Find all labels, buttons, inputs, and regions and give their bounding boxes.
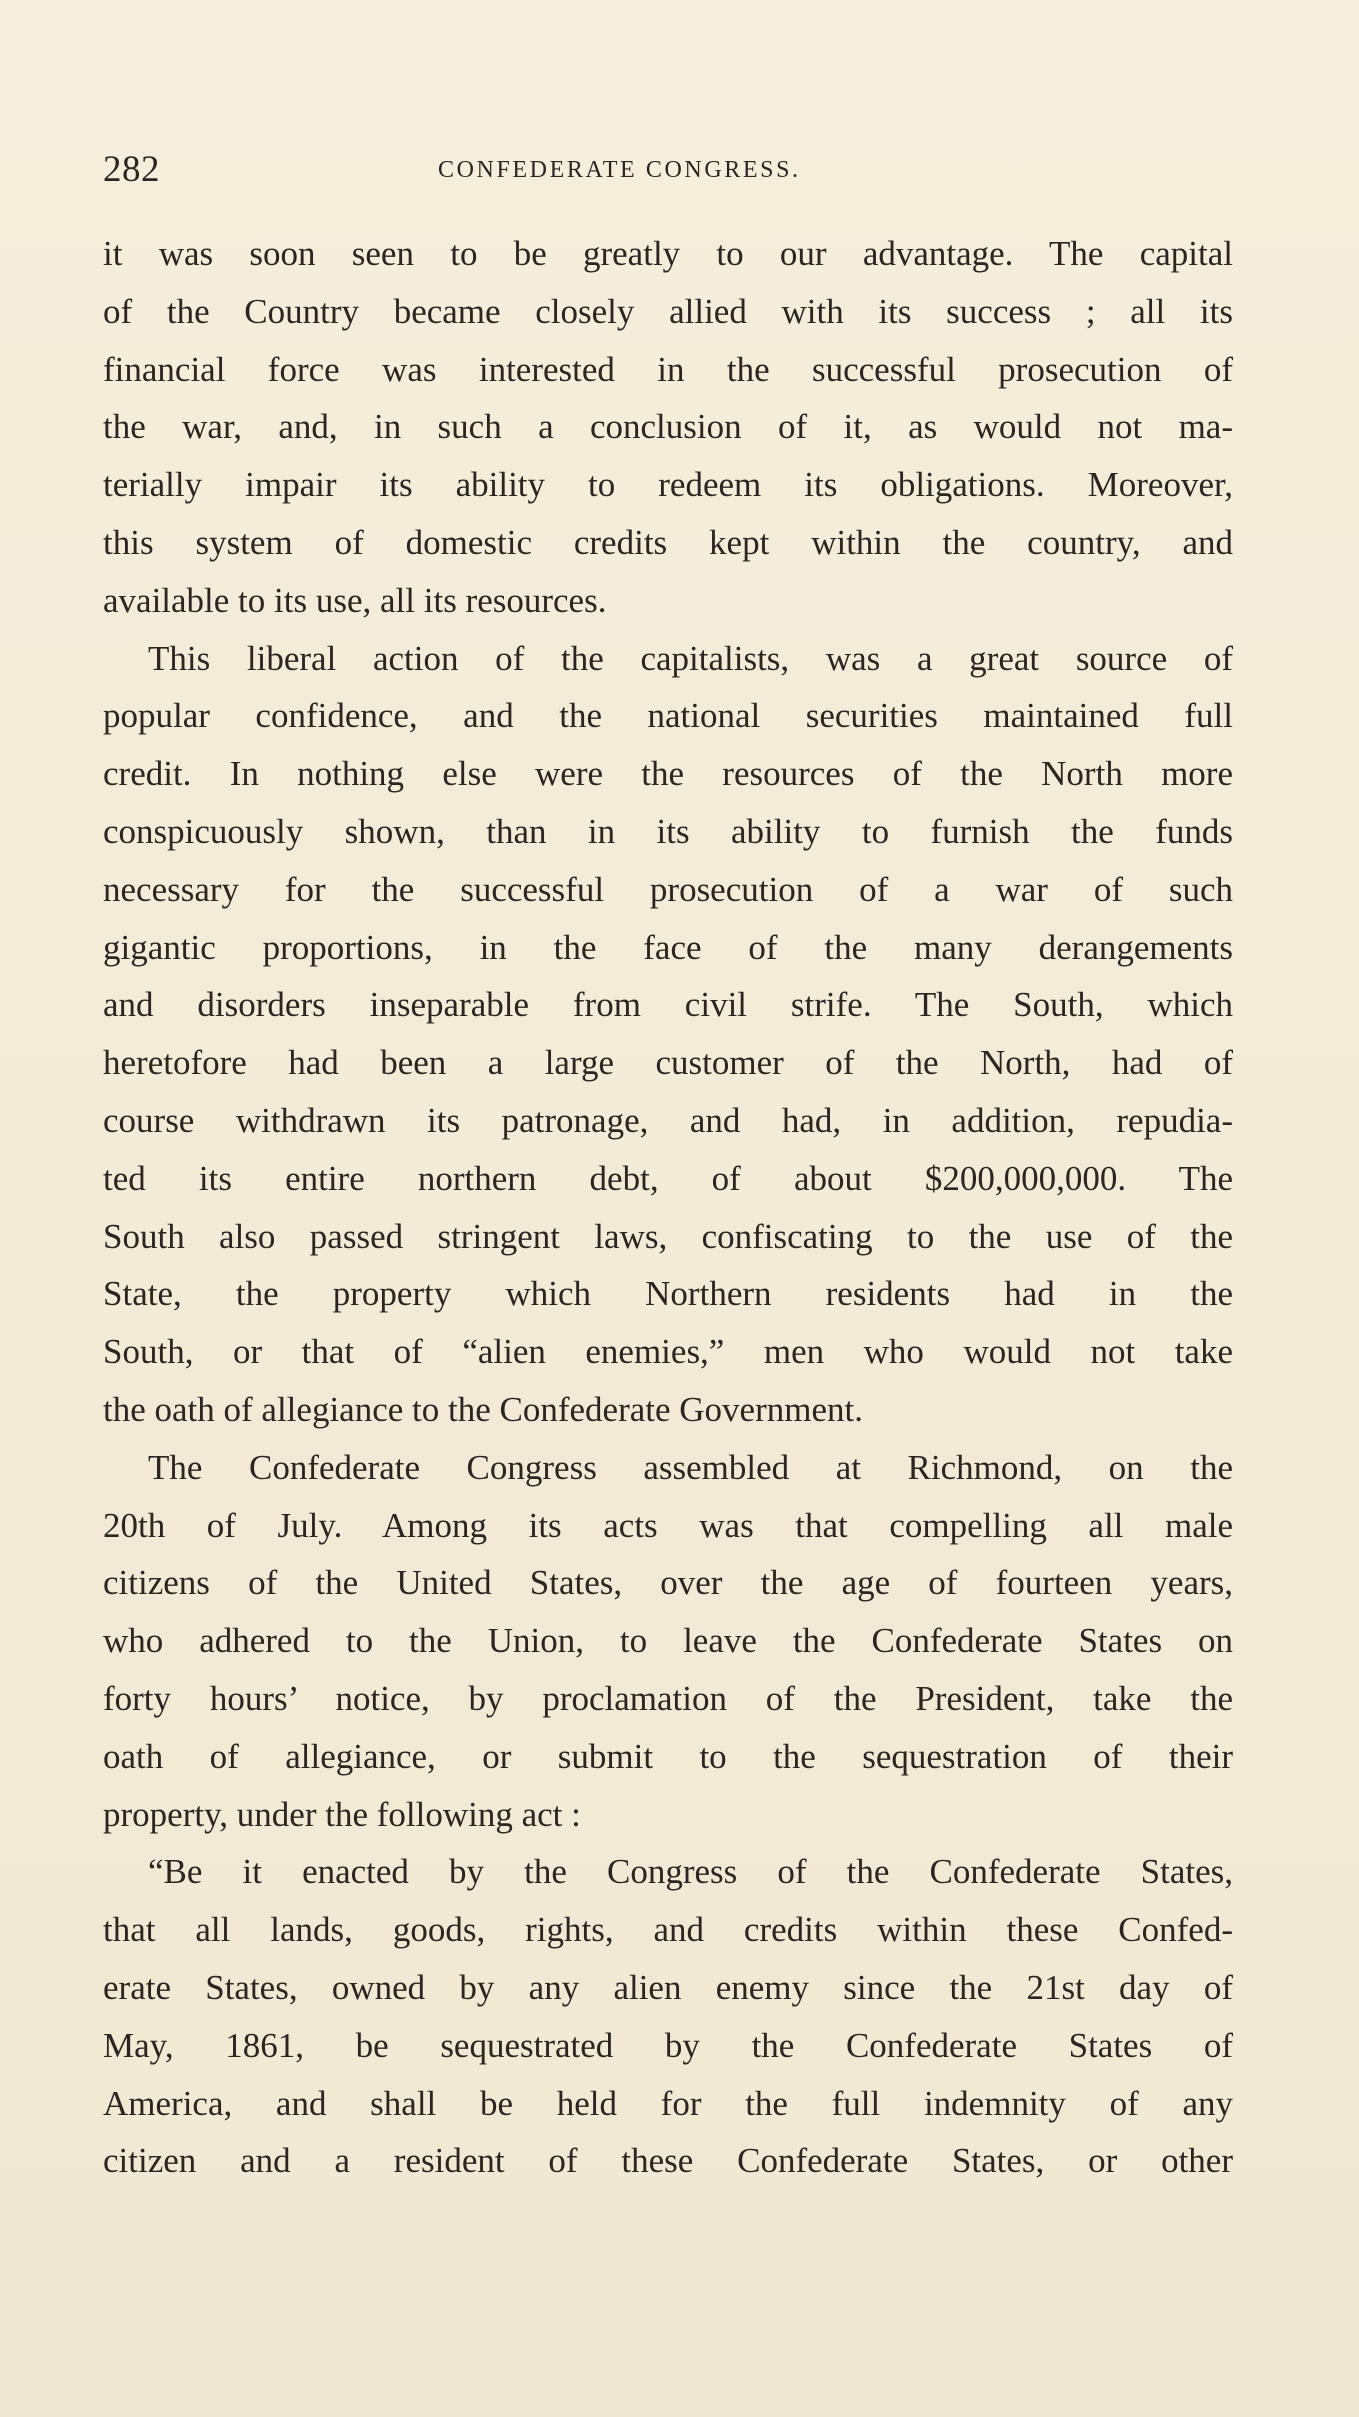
running-head: CONFEDERATE CONGRESS.	[438, 157, 801, 183]
text-line: credit. In nothing else were the resources of the North more	[103, 754, 1233, 794]
paragraph-2	[103, 630, 1233, 1439]
text-line: This liberal action of the capitalists, was a great source of	[148, 638, 1233, 678]
text-line: the oath of allegiance to the Confederate Government.	[103, 1389, 863, 1429]
text-line: citizens of the United States, over the age of fourteen years,	[103, 1563, 1233, 1603]
text-line: erate States, owned by any alien enemy since the 21st day of	[103, 1967, 1233, 2007]
text-line: available to its use, all its resources.	[103, 580, 607, 620]
page-header	[103, 150, 1238, 194]
text-line: conspicuously shown, than in its ability to furnish the funds	[103, 811, 1233, 851]
text-line: popular confidence, and the national securities maintained full	[103, 696, 1233, 736]
text-line: of the Country became closely allied with its success ; all its	[103, 291, 1233, 331]
text-line: forty hours’ notice, by proclamation of the President, take the	[103, 1678, 1233, 1718]
text-line: ted its entire northern debt, of about $200,000,000. The	[103, 1158, 1233, 1198]
text-line: necessary for the successful prosecution of a war of such	[103, 869, 1233, 909]
text-line: oath of allegiance, or submit to the sequestration of their	[103, 1736, 1233, 1776]
text-line: it was soon seen to be greatly to our advantage. The capital	[103, 234, 1233, 273]
text-line: South also passed stringent laws, confiscating to the use of the	[103, 1216, 1233, 1256]
text-line: citizen and a resident of these Confederate States, or other	[103, 2141, 1233, 2181]
text-line: the war, and, in such a conclusion of it, as would not ma-	[103, 407, 1233, 447]
text-line: course withdrawn its patronage, and had, in addition, repudia-	[103, 1100, 1233, 1140]
body-text	[103, 225, 1233, 2190]
text-line: financial force was interested in the successful prosecution of	[103, 349, 1233, 389]
text-line: “Be it enacted by the Congress of the Confederate States,	[148, 1852, 1233, 1892]
text-line: America, and shall be held for the full indemnity of any	[103, 2083, 1233, 2123]
text-line: this system of domestic credits kept within the country, and	[103, 522, 1233, 562]
paragraph-4-quotation	[103, 1843, 1233, 2190]
text-line: and disorders inseparable from civil strife. The South, which	[103, 985, 1233, 1025]
text-line: terially impair its ability to redeem its obligations. Moreover,	[103, 465, 1233, 505]
text-line: State, the property which Northern residents had in the	[103, 1274, 1233, 1314]
text-line: gigantic proportions, in the face of the many derangements	[103, 927, 1233, 967]
text-line: The Confederate Congress assembled at Richmond, on the	[148, 1447, 1233, 1487]
text-line: 20th of July. Among its acts was that compelling all male	[103, 1505, 1233, 1545]
text-line: that all lands, goods, rights, and credits within these Confed-	[103, 1910, 1233, 1950]
text-line: property, under the following act :	[103, 1794, 581, 1834]
page-number: 282	[103, 149, 160, 190]
text-line: South, or that of “alien enemies,” men who would not take	[103, 1332, 1233, 1372]
text-line: who adhered to the Union, to leave the Confederate States on	[103, 1621, 1233, 1661]
text-line: heretofore had been a large customer of the North, had of	[103, 1043, 1233, 1083]
text-line: May, 1861, be sequestrated by the Confederate States of	[103, 2025, 1233, 2065]
paragraph-1	[103, 225, 1233, 630]
paragraph-3	[103, 1439, 1233, 1844]
